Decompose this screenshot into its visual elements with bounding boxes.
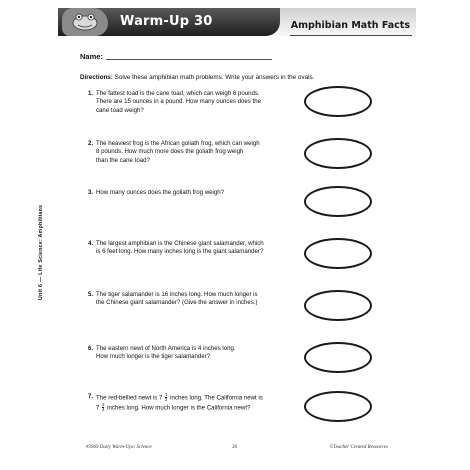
question-line: than the cane toad? <box>96 156 150 164</box>
page-number: 36 <box>232 445 237 450</box>
frog-logo <box>62 8 108 36</box>
header <box>58 8 416 36</box>
worksheet-page <box>58 8 416 462</box>
answer-oval-5[interactable] <box>304 290 372 321</box>
fraction-numerator: 1 <box>165 392 168 397</box>
question-3 <box>88 189 300 197</box>
question-1 <box>88 90 300 115</box>
question-4 <box>88 240 300 257</box>
fraction-numerator: 3 <box>102 401 105 407</box>
name-label: Name: <box>80 52 103 61</box>
page-title: Warm-Up 30 <box>120 14 213 29</box>
question-text: inches long. The California newt is <box>170 394 263 402</box>
question-line: cane toad weigh? <box>96 106 144 114</box>
directions <box>80 74 314 81</box>
answer-oval-2[interactable] <box>304 138 372 169</box>
question-line: The tiger salamander is 16 inches long. How much longer is <box>96 291 258 298</box>
answer-oval-6[interactable] <box>304 342 372 373</box>
question-number: 1. <box>88 90 94 97</box>
question-7 <box>88 393 300 412</box>
question-line <box>88 403 300 413</box>
question-number: 4. <box>88 240 94 247</box>
fraction <box>165 393 167 402</box>
question-number: 2. <box>88 140 94 147</box>
frog-icon <box>68 13 102 31</box>
section-subtitle: Amphibian Math Facts <box>290 20 410 31</box>
answer-oval-3[interactable] <box>304 186 372 217</box>
question-number: 7. <box>88 393 94 400</box>
question-text: The red-bellied newt is 7 <box>96 394 163 402</box>
question-line: How much longer is the tiger salamander? <box>96 353 211 361</box>
footer <box>58 445 416 455</box>
question-line: 8 pounds. How much more does the goliath frog weigh <box>96 148 244 156</box>
directions-label: Directions: <box>80 74 113 81</box>
question-line: How many ounces does the goliath frog weigh? <box>96 189 225 196</box>
question-number: 6. <box>88 345 94 352</box>
question-2 <box>88 140 300 165</box>
question-number: 3. <box>88 189 94 196</box>
question-line: The fattest toad is the cane toad, which can weigh 6 pounds. <box>96 90 260 97</box>
question-5 <box>88 291 300 308</box>
footer-publisher: ©Teacher Created Resources <box>329 445 388 450</box>
answer-oval-7[interactable] <box>304 391 372 422</box>
question-6 <box>88 345 300 362</box>
question-line: is 6 feet long. How many inches long is the giant salamander? <box>96 248 264 256</box>
subtitle-underline <box>290 35 412 36</box>
question-text: 7 <box>96 404 100 412</box>
answer-oval-4[interactable] <box>304 238 372 269</box>
fraction <box>102 403 104 412</box>
question-line: the Chinese giant salamander? (Give the answer in inches.) <box>96 299 258 307</box>
question-line: The largest amphibian is the Chinese giant salamander, which <box>96 240 264 247</box>
answer-oval-1[interactable] <box>304 86 372 117</box>
directions-text: Solve these amphibian math problems. Write your answers in the ovals. <box>114 74 315 81</box>
fraction-denominator: 4 <box>102 406 105 412</box>
fraction-denominator: 2 <box>165 397 168 403</box>
question-line: The eastern newt of North America is 4 inches long. <box>96 345 236 352</box>
question-number: 5. <box>88 291 94 298</box>
question-line <box>88 393 300 403</box>
question-line: The heaviest frog is the African goliath frog, which can weigh <box>96 140 260 147</box>
question-line: There are 15 ounces in a pound. How many ounces does the <box>96 98 261 106</box>
footer-book-title: #3969 Daily Warm-Ups: Science <box>86 445 152 450</box>
question-text: inches long. How much longer is the California newt? <box>107 404 251 412</box>
name-field[interactable] <box>106 59 272 60</box>
unit-side-label: Unit 6 — Life Science: Amphibians <box>38 204 44 300</box>
